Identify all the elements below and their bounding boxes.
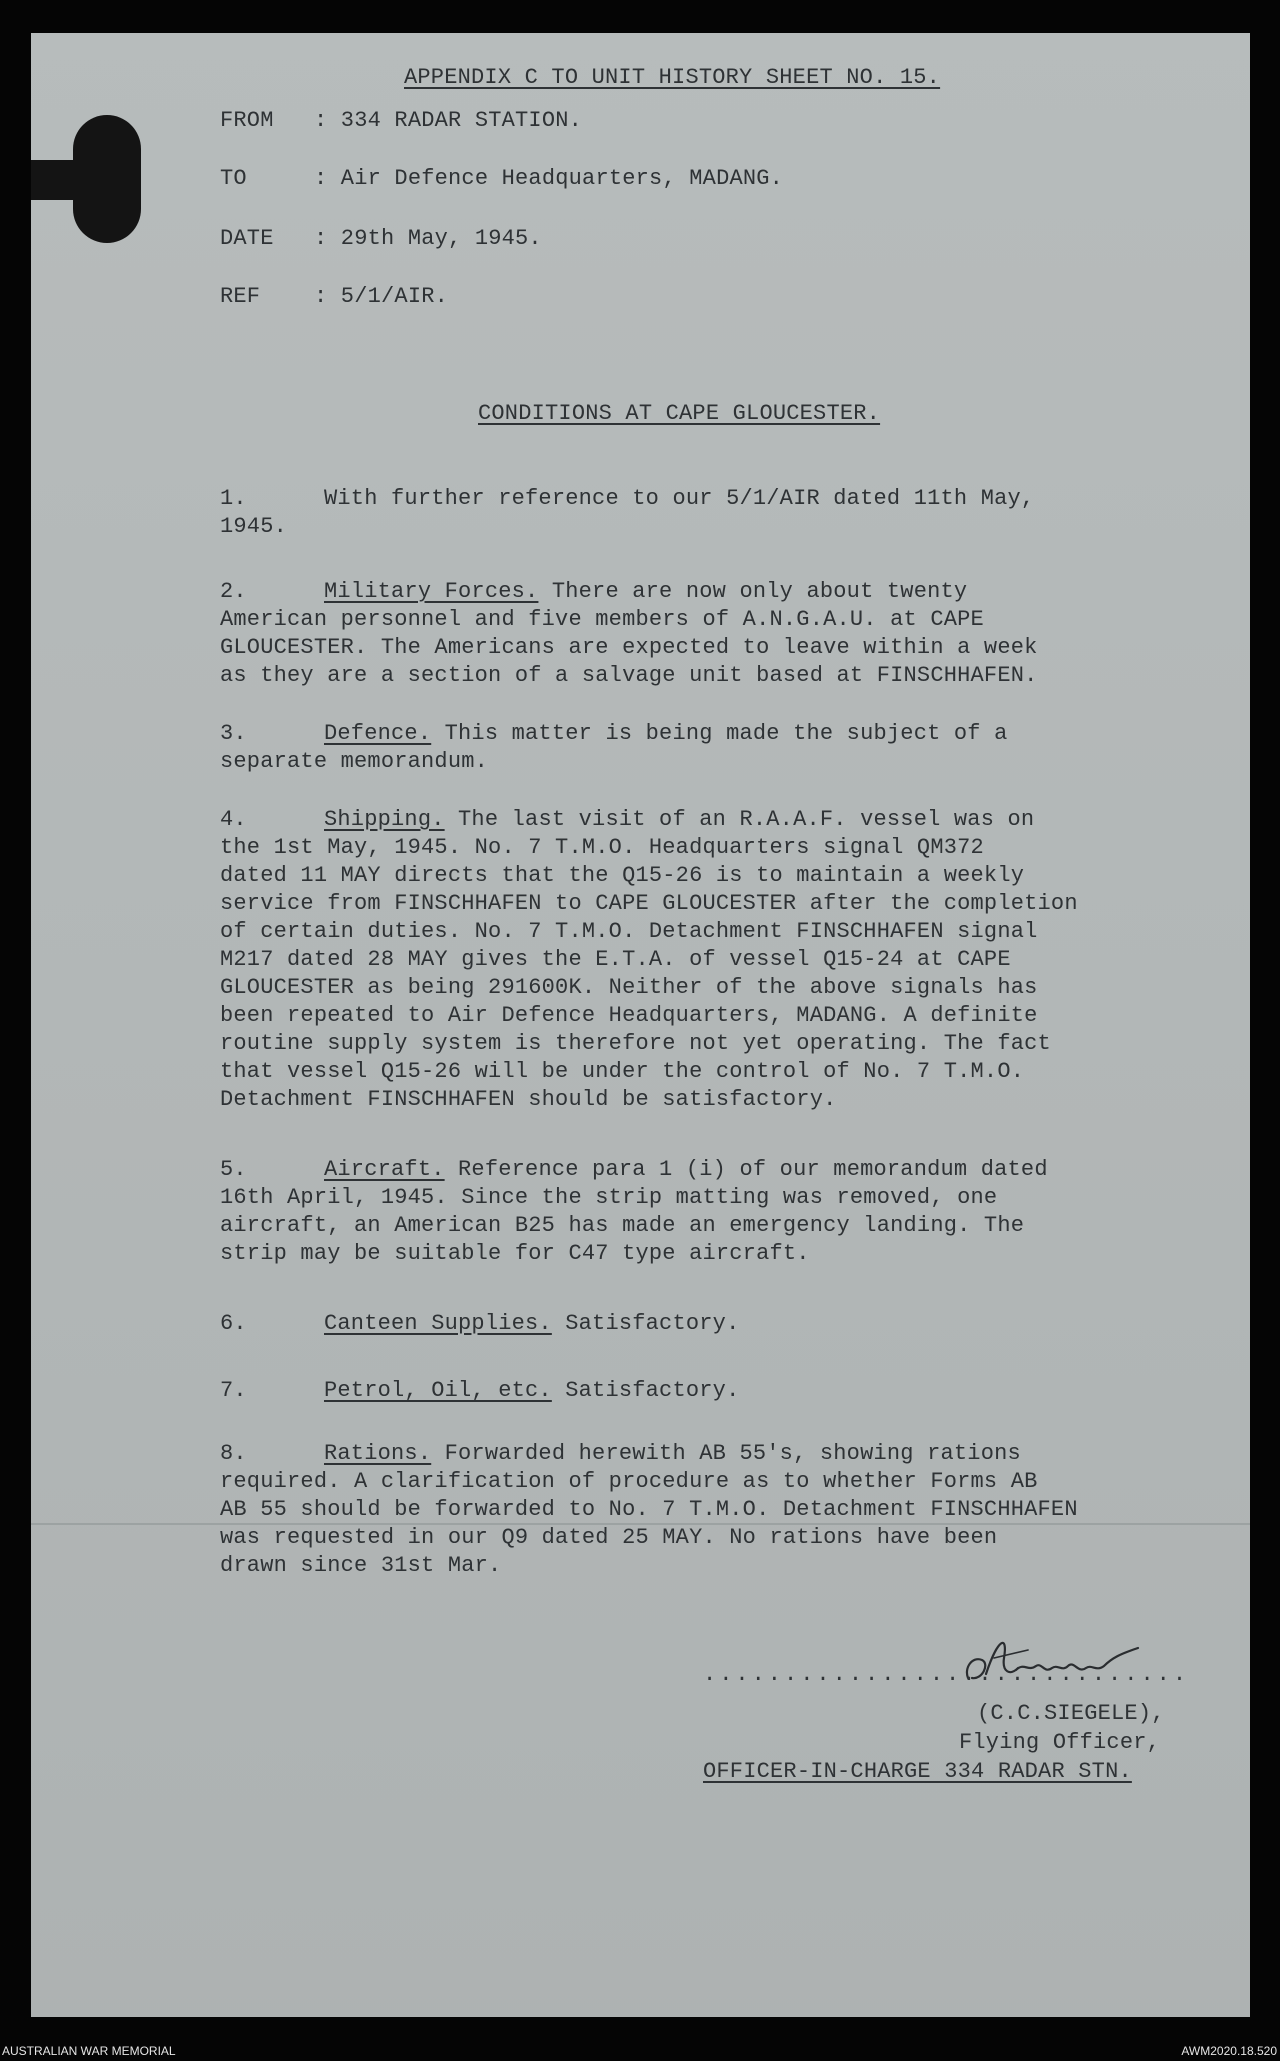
paragraph-heading: Rations. bbox=[324, 1441, 432, 1466]
paragraph-3 bbox=[220, 720, 1210, 776]
paragraph-text: This matter is being made the subject of a separate memorandum. bbox=[220, 721, 1008, 774]
ref-label: REF bbox=[220, 284, 261, 309]
signatory-name: (C.C.SIEGELE), bbox=[977, 1701, 1165, 1726]
paragraph-5 bbox=[220, 1156, 1210, 1268]
paragraph-2 bbox=[220, 578, 1210, 690]
binder-clip bbox=[31, 115, 141, 243]
paragraph-heading: Defence. bbox=[324, 721, 432, 746]
signatory-rank: Flying Officer, bbox=[959, 1730, 1161, 1755]
paragraph-number: 1. bbox=[220, 486, 247, 511]
footer-accession-number: AWM2020.18.520 bbox=[1181, 2044, 1277, 2058]
binder-clip-tab bbox=[31, 160, 91, 200]
paragraph-8 bbox=[220, 1440, 1210, 1580]
paragraph-number: 4. bbox=[220, 807, 247, 832]
appendix-title: APPENDIX C TO UNIT HISTORY SHEET NO. 15. bbox=[404, 65, 941, 90]
paragraph-6 bbox=[220, 1310, 1210, 1338]
paragraph-7 bbox=[220, 1377, 1210, 1405]
paragraph-heading: Canteen Supplies. bbox=[324, 1311, 552, 1336]
footer-credit: AUSTRALIAN WAR MEMORIAL bbox=[2, 2044, 176, 2058]
paragraph-heading: Military Forces. bbox=[324, 579, 539, 604]
signatory-title: OFFICER-IN-CHARGE 334 RADAR STN. bbox=[703, 1759, 1132, 1784]
subject-heading: CONDITIONS AT CAPE GLOUCESTER. bbox=[478, 401, 881, 426]
date-label: DATE bbox=[220, 226, 274, 251]
paragraph-number: 3. bbox=[220, 721, 247, 746]
paragraph-4 bbox=[220, 806, 1210, 1114]
paragraph-text: With further reference to our 5/1/AIR dated 11th May, 1945. bbox=[220, 486, 1035, 539]
ref-value: : 5/1/AIR. bbox=[314, 284, 449, 309]
date-value: : 29th May, 1945. bbox=[314, 226, 542, 251]
signature-dotted-line: .............................. bbox=[703, 1662, 1190, 1687]
paragraph-text: Forwarded herewith AB 55's, showing rations required. A clarification of procedure as to whether Forms AB AB 55 should be forwarded to No. 7 T.M.O. Detachment FINSCHHAFEN was requested in our Q9 dated 25 MAY. No rations have been drawn since 31st Mar. bbox=[220, 1441, 1078, 1578]
paragraph-number: 7. bbox=[220, 1378, 247, 1403]
from-label: FROM bbox=[220, 108, 274, 133]
paragraph-heading: Petrol, Oil, etc. bbox=[324, 1378, 552, 1403]
paragraph-number: 5. bbox=[220, 1157, 247, 1182]
paragraph-text: Reference para 1 (i) of our memorandum dated 16th April, 1945. Since the strip matting was removed, one aircraft, an American B25 has made an emergency landing. The strip may be suitable for C47 type aircraft. bbox=[220, 1157, 1048, 1266]
paragraph-1 bbox=[220, 485, 1210, 541]
to-value: : Air Defence Headquarters, MADANG. bbox=[314, 166, 784, 191]
paragraph-number: 6. bbox=[220, 1311, 247, 1336]
paragraph-number: 8. bbox=[220, 1441, 247, 1466]
to-label: TO bbox=[220, 166, 247, 191]
paragraph-number: 2. bbox=[220, 579, 247, 604]
paragraph-heading: Shipping. bbox=[324, 807, 445, 832]
paragraph-text: There are now only about twenty American personnel and five members of A.N.G.A.U. at CAPE GLOUCESTER. The Americans are expected to leave within a week as they are a section of a salvage unit based at FINSCHHAFEN. bbox=[220, 579, 1038, 688]
paragraph-text: The last visit of an R.A.A.F. vessel was on the 1st May, 1945. No. 7 T.M.O. Headquarters signal QM372 dated 11 MAY directs that the Q15-26 is to maintain a weekly service from FINSCHHAFEN to CAPE GLOUCESTER after the completion of certain duties. No. 7 T.M.O. Detachment FINSCHHAFEN signal M217 dated 28 MAY gives the E.T.A. of vessel Q15-24 at CAPE GLOUCESTER as being 291600K. Neither of the above signals has been repeated to Air Defence Headquarters, MADANG. A definite routine supply system is therefore not yet operating. The fact that vessel Q15-26 will be under the control of No. 7 T.M.O. Detachment FINSCHHAFEN should be satisfactory. bbox=[220, 807, 1078, 1112]
paragraph-heading: Aircraft. bbox=[324, 1157, 445, 1182]
paragraph-text: Satisfactory. bbox=[551, 1311, 740, 1336]
from-value: : 334 RADAR STATION. bbox=[314, 108, 583, 133]
paragraph-text: Satisfactory. bbox=[551, 1378, 740, 1403]
